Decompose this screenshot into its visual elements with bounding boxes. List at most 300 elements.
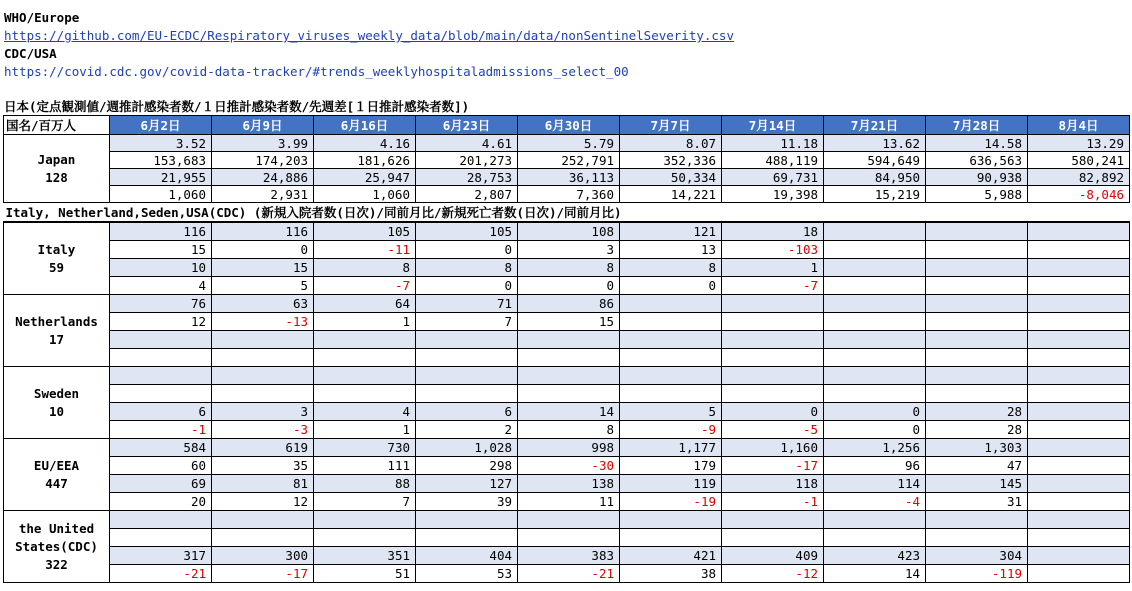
value-cell: -19 bbox=[620, 493, 722, 511]
value-cell bbox=[110, 367, 212, 385]
value-cell: 36,113 bbox=[518, 169, 620, 186]
value-cell: 15 bbox=[110, 241, 212, 259]
others-section-title: Italy, Netherland,Seden,USA(CDC) (新規入院者数(日次)/同前月比/新規死亡者数(日次)/同前月比) bbox=[4, 203, 1130, 223]
value-cell bbox=[722, 367, 824, 385]
table-row bbox=[4, 385, 1130, 403]
value-cell: 90,938 bbox=[926, 169, 1028, 186]
value-cell bbox=[1028, 241, 1130, 259]
value-cell: -17 bbox=[722, 457, 824, 475]
value-cell: 145 bbox=[926, 475, 1028, 493]
value-cell bbox=[110, 529, 212, 547]
value-cell: 0 bbox=[722, 403, 824, 421]
country-cell bbox=[4, 367, 110, 439]
value-cell: 14,221 bbox=[620, 186, 722, 203]
value-cell bbox=[416, 367, 518, 385]
value-cell bbox=[314, 349, 416, 367]
value-cell: 5 bbox=[212, 277, 314, 295]
table-row bbox=[4, 439, 1130, 457]
country-population: 128 bbox=[45, 169, 68, 185]
value-cell: 18 bbox=[722, 222, 824, 241]
country-population: 447 bbox=[45, 475, 68, 491]
value-cell bbox=[824, 331, 926, 349]
value-cell bbox=[620, 313, 722, 331]
country-name: Italy bbox=[37, 241, 76, 257]
value-cell bbox=[926, 313, 1028, 331]
value-cell: 5 bbox=[620, 403, 722, 421]
table-row bbox=[4, 295, 1130, 313]
value-cell: 2 bbox=[416, 421, 518, 439]
cdc-usa-label: CDC/USA bbox=[4, 46, 57, 61]
value-cell bbox=[518, 529, 620, 547]
value-cell bbox=[1028, 349, 1130, 367]
value-cell: 19,398 bbox=[722, 186, 824, 203]
date-header: 7月7日 bbox=[620, 116, 722, 135]
table-row bbox=[4, 222, 1130, 241]
value-cell: -3 bbox=[212, 421, 314, 439]
value-cell: -21 bbox=[518, 565, 620, 583]
value-cell: -30 bbox=[518, 457, 620, 475]
date-header: 6月9日 bbox=[212, 116, 314, 135]
value-cell bbox=[824, 259, 926, 277]
value-cell bbox=[212, 385, 314, 403]
value-cell: 351 bbox=[314, 547, 416, 565]
value-cell bbox=[314, 511, 416, 529]
value-cell bbox=[926, 349, 1028, 367]
value-cell: 317 bbox=[110, 547, 212, 565]
value-cell bbox=[926, 367, 1028, 385]
value-cell: 13.62 bbox=[824, 135, 926, 152]
value-cell bbox=[518, 385, 620, 403]
value-cell: 300 bbox=[212, 547, 314, 565]
value-cell: 81 bbox=[212, 475, 314, 493]
value-cell: 383 bbox=[518, 547, 620, 565]
value-cell: 3.52 bbox=[110, 135, 212, 152]
value-cell: 14 bbox=[518, 403, 620, 421]
value-cell bbox=[824, 277, 926, 295]
value-cell: 105 bbox=[416, 222, 518, 241]
value-cell: 105 bbox=[314, 222, 416, 241]
value-cell: 3 bbox=[518, 241, 620, 259]
value-cell: 1,028 bbox=[416, 439, 518, 457]
value-cell: 594,649 bbox=[824, 152, 926, 169]
table-row bbox=[4, 457, 1130, 475]
value-cell: 11 bbox=[518, 493, 620, 511]
table-row bbox=[4, 403, 1130, 421]
value-cell: 619 bbox=[212, 439, 314, 457]
value-cell: 28 bbox=[926, 403, 1028, 421]
date-header: 7月21日 bbox=[824, 116, 926, 135]
table-row bbox=[4, 529, 1130, 547]
value-cell bbox=[1028, 565, 1130, 583]
value-cell: 7 bbox=[416, 313, 518, 331]
table-row bbox=[4, 169, 1130, 186]
value-cell: 8 bbox=[518, 259, 620, 277]
table-row bbox=[4, 547, 1130, 565]
value-cell: 1 bbox=[314, 313, 416, 331]
country-population-header: 国名/百万人 bbox=[4, 116, 110, 135]
value-cell: 7 bbox=[314, 493, 416, 511]
value-cell: 108 bbox=[518, 222, 620, 241]
value-cell: 20 bbox=[110, 493, 212, 511]
country-name: EU/EEA bbox=[33, 457, 80, 473]
value-cell: 47 bbox=[926, 457, 1028, 475]
table-row bbox=[4, 367, 1130, 385]
value-cell: 82,892 bbox=[1028, 169, 1130, 186]
value-cell: 421 bbox=[620, 547, 722, 565]
value-cell: -7 bbox=[722, 277, 824, 295]
value-cell: 38 bbox=[620, 565, 722, 583]
value-cell: 1,060 bbox=[110, 186, 212, 203]
value-cell bbox=[1028, 222, 1130, 241]
value-cell: 8 bbox=[314, 259, 416, 277]
date-header: 7月28日 bbox=[926, 116, 1028, 135]
value-cell bbox=[518, 511, 620, 529]
value-cell bbox=[824, 313, 926, 331]
table-row bbox=[4, 135, 1130, 152]
who-europe-label: WHO/Europe bbox=[4, 10, 80, 25]
value-cell: 15,219 bbox=[824, 186, 926, 203]
value-cell bbox=[212, 349, 314, 367]
value-cell bbox=[620, 385, 722, 403]
value-cell bbox=[416, 529, 518, 547]
value-cell: 298 bbox=[416, 457, 518, 475]
value-cell bbox=[824, 529, 926, 547]
value-cell: 179 bbox=[620, 457, 722, 475]
value-cell: 111 bbox=[314, 457, 416, 475]
value-cell: 7,360 bbox=[518, 186, 620, 203]
value-cell: -119 bbox=[926, 565, 1028, 583]
value-cell bbox=[620, 349, 722, 367]
value-cell: 304 bbox=[926, 547, 1028, 565]
value-cell bbox=[824, 222, 926, 241]
value-cell: 2,807 bbox=[416, 186, 518, 203]
country-name: Netherlands bbox=[15, 313, 98, 329]
table-row bbox=[4, 331, 1130, 349]
date-header: 7月14日 bbox=[722, 116, 824, 135]
value-cell bbox=[620, 295, 722, 313]
value-cell: 21,955 bbox=[110, 169, 212, 186]
table-row bbox=[4, 186, 1130, 203]
value-cell: 116 bbox=[110, 222, 212, 241]
value-cell: 580,241 bbox=[1028, 152, 1130, 169]
value-cell bbox=[416, 331, 518, 349]
value-cell bbox=[926, 385, 1028, 403]
country-name: Japan bbox=[37, 151, 76, 167]
value-cell bbox=[824, 349, 926, 367]
value-cell: 584 bbox=[110, 439, 212, 457]
value-cell bbox=[926, 259, 1028, 277]
value-cell: 12 bbox=[212, 493, 314, 511]
value-cell bbox=[110, 331, 212, 349]
value-cell: 636,563 bbox=[926, 152, 1028, 169]
value-cell: 423 bbox=[824, 547, 926, 565]
value-cell: 8.07 bbox=[620, 135, 722, 152]
value-cell bbox=[1028, 313, 1130, 331]
value-cell: 6 bbox=[110, 403, 212, 421]
value-cell: 1,256 bbox=[824, 439, 926, 457]
value-cell: 6 bbox=[416, 403, 518, 421]
others-section-row bbox=[4, 203, 1130, 223]
value-cell bbox=[620, 367, 722, 385]
value-cell bbox=[926, 295, 1028, 313]
value-cell: 119 bbox=[620, 475, 722, 493]
value-cell bbox=[1028, 367, 1130, 385]
date-header: 6月30日 bbox=[518, 116, 620, 135]
country-cell bbox=[4, 295, 110, 367]
value-cell: 0 bbox=[824, 403, 926, 421]
value-cell bbox=[1028, 421, 1130, 439]
value-cell: 121 bbox=[620, 222, 722, 241]
value-cell: 8 bbox=[416, 259, 518, 277]
value-cell: 69,731 bbox=[722, 169, 824, 186]
value-cell bbox=[1028, 493, 1130, 511]
value-cell: 14.58 bbox=[926, 135, 1028, 152]
value-cell: -103 bbox=[722, 241, 824, 259]
value-cell: 15 bbox=[212, 259, 314, 277]
value-cell bbox=[1028, 331, 1130, 349]
value-cell bbox=[722, 511, 824, 529]
value-cell: 13.29 bbox=[1028, 135, 1130, 152]
country-cell bbox=[4, 439, 110, 511]
value-cell: 8 bbox=[518, 421, 620, 439]
value-cell bbox=[416, 511, 518, 529]
table-row bbox=[4, 421, 1130, 439]
value-cell: 153,683 bbox=[110, 152, 212, 169]
country-cell bbox=[4, 135, 110, 203]
value-cell bbox=[518, 331, 620, 349]
table-row bbox=[4, 511, 1130, 529]
value-cell bbox=[212, 331, 314, 349]
value-cell bbox=[1028, 457, 1130, 475]
value-cell: 84,950 bbox=[824, 169, 926, 186]
value-cell bbox=[620, 331, 722, 349]
value-cell: 118 bbox=[722, 475, 824, 493]
table-row bbox=[4, 349, 1130, 367]
value-cell bbox=[314, 367, 416, 385]
value-cell: 3 bbox=[212, 403, 314, 421]
value-cell bbox=[926, 241, 1028, 259]
value-cell: -11 bbox=[314, 241, 416, 259]
value-cell bbox=[212, 367, 314, 385]
value-cell: 409 bbox=[722, 547, 824, 565]
value-cell bbox=[620, 511, 722, 529]
value-cell bbox=[926, 277, 1028, 295]
value-cell: 14 bbox=[824, 565, 926, 583]
value-cell: -8,046 bbox=[1028, 186, 1130, 203]
value-cell bbox=[926, 529, 1028, 547]
value-cell: 488,119 bbox=[722, 152, 824, 169]
table-row bbox=[4, 259, 1130, 277]
value-cell: 252,791 bbox=[518, 152, 620, 169]
value-cell: 4.61 bbox=[416, 135, 518, 152]
value-cell: 88 bbox=[314, 475, 416, 493]
value-cell: 1 bbox=[722, 259, 824, 277]
table-row bbox=[4, 565, 1130, 583]
value-cell: 15 bbox=[518, 313, 620, 331]
value-cell: 3.99 bbox=[212, 135, 314, 152]
value-cell: -7 bbox=[314, 277, 416, 295]
value-cell: 4 bbox=[314, 403, 416, 421]
value-cell bbox=[722, 349, 824, 367]
value-cell bbox=[1028, 403, 1130, 421]
value-cell: -12 bbox=[722, 565, 824, 583]
country-name: the United States(CDC) bbox=[15, 520, 98, 554]
value-cell: 35 bbox=[212, 457, 314, 475]
value-cell bbox=[722, 295, 824, 313]
value-cell: 13 bbox=[620, 241, 722, 259]
data-table bbox=[3, 115, 1130, 583]
country-population: 17 bbox=[48, 331, 65, 347]
who-europe-link[interactable]: https://github.com/EU-ECDC/Respiratory_viruses_weekly_data/blob/main/data/nonSentinelSeverity.csv bbox=[4, 28, 734, 43]
country-name: Sweden bbox=[33, 385, 80, 401]
value-cell: 1,060 bbox=[314, 186, 416, 203]
value-cell: 0 bbox=[416, 241, 518, 259]
value-cell bbox=[926, 511, 1028, 529]
value-cell: 39 bbox=[416, 493, 518, 511]
value-cell bbox=[1028, 259, 1130, 277]
value-cell: 4.16 bbox=[314, 135, 416, 152]
value-cell: 51 bbox=[314, 565, 416, 583]
value-cell bbox=[518, 367, 620, 385]
value-cell: -1 bbox=[722, 493, 824, 511]
value-cell bbox=[212, 529, 314, 547]
date-header-row bbox=[4, 116, 1130, 135]
country-population: 59 bbox=[48, 259, 65, 275]
table-row bbox=[4, 313, 1130, 331]
value-cell: 60 bbox=[110, 457, 212, 475]
table-row bbox=[4, 475, 1130, 493]
value-cell bbox=[722, 529, 824, 547]
value-cell: 2,931 bbox=[212, 186, 314, 203]
value-cell bbox=[314, 331, 416, 349]
value-cell bbox=[926, 222, 1028, 241]
value-cell: 404 bbox=[416, 547, 518, 565]
value-cell bbox=[1028, 475, 1130, 493]
value-cell: 114 bbox=[824, 475, 926, 493]
value-cell: 0 bbox=[824, 421, 926, 439]
value-cell: 31 bbox=[926, 493, 1028, 511]
value-cell: -17 bbox=[212, 565, 314, 583]
value-cell: 8 bbox=[620, 259, 722, 277]
value-cell: 1,177 bbox=[620, 439, 722, 457]
value-cell: 11.18 bbox=[722, 135, 824, 152]
value-cell bbox=[416, 385, 518, 403]
value-cell: 998 bbox=[518, 439, 620, 457]
value-cell: 28 bbox=[926, 421, 1028, 439]
value-cell: 28,753 bbox=[416, 169, 518, 186]
value-cell: 24,886 bbox=[212, 169, 314, 186]
value-cell: 50,334 bbox=[620, 169, 722, 186]
value-cell bbox=[212, 511, 314, 529]
table-row bbox=[4, 493, 1130, 511]
date-header: 8月4日 bbox=[1028, 116, 1130, 135]
value-cell bbox=[824, 385, 926, 403]
table-row bbox=[4, 241, 1130, 259]
cdc-usa-link[interactable]: https://covid.cdc.gov/covid-data-tracker/#trends_weeklyhospitaladmissions_select_00 bbox=[4, 64, 629, 79]
value-cell: 730 bbox=[314, 439, 416, 457]
value-cell: 53 bbox=[416, 565, 518, 583]
value-cell: 1,303 bbox=[926, 439, 1028, 457]
value-cell: 5,988 bbox=[926, 186, 1028, 203]
value-cell: 0 bbox=[518, 277, 620, 295]
value-cell bbox=[110, 385, 212, 403]
country-cell bbox=[4, 511, 110, 583]
value-cell bbox=[722, 385, 824, 403]
value-cell: 86 bbox=[518, 295, 620, 313]
value-cell: 76 bbox=[110, 295, 212, 313]
value-cell bbox=[110, 511, 212, 529]
value-cell: 25,947 bbox=[314, 169, 416, 186]
value-cell: 71 bbox=[416, 295, 518, 313]
country-population: 10 bbox=[48, 403, 65, 419]
value-cell: 64 bbox=[314, 295, 416, 313]
value-cell bbox=[926, 331, 1028, 349]
value-cell: 1 bbox=[314, 421, 416, 439]
table-row bbox=[4, 152, 1130, 169]
value-cell bbox=[1028, 295, 1130, 313]
value-cell bbox=[824, 367, 926, 385]
value-cell: -1 bbox=[110, 421, 212, 439]
table-row bbox=[4, 277, 1130, 295]
value-cell: -9 bbox=[620, 421, 722, 439]
value-cell bbox=[1028, 529, 1130, 547]
value-cell bbox=[110, 349, 212, 367]
value-cell: -13 bbox=[212, 313, 314, 331]
value-cell: 1,160 bbox=[722, 439, 824, 457]
value-cell: 63 bbox=[212, 295, 314, 313]
date-header: 6月23日 bbox=[416, 116, 518, 135]
value-cell: 0 bbox=[416, 277, 518, 295]
value-cell: 96 bbox=[824, 457, 926, 475]
country-population: 322 bbox=[45, 556, 68, 572]
date-header: 6月16日 bbox=[314, 116, 416, 135]
value-cell: 5.79 bbox=[518, 135, 620, 152]
value-cell: 181,626 bbox=[314, 152, 416, 169]
value-cell bbox=[824, 241, 926, 259]
value-cell: 0 bbox=[212, 241, 314, 259]
value-cell: 174,203 bbox=[212, 152, 314, 169]
value-cell bbox=[824, 511, 926, 529]
value-cell bbox=[314, 385, 416, 403]
value-cell: 127 bbox=[416, 475, 518, 493]
value-cell bbox=[620, 529, 722, 547]
value-cell bbox=[1028, 439, 1130, 457]
value-cell bbox=[518, 349, 620, 367]
value-cell bbox=[416, 349, 518, 367]
value-cell: 138 bbox=[518, 475, 620, 493]
value-cell: 10 bbox=[110, 259, 212, 277]
value-cell: 116 bbox=[212, 222, 314, 241]
value-cell bbox=[1028, 277, 1130, 295]
date-header: 6月2日 bbox=[110, 116, 212, 135]
value-cell bbox=[824, 295, 926, 313]
value-cell: 69 bbox=[110, 475, 212, 493]
country-cell bbox=[4, 222, 110, 295]
value-cell bbox=[722, 313, 824, 331]
japan-section-title: 日本(定点観測値/週推計感染者数/１日推計感染者数/先週差[１日推計感染者数]) bbox=[4, 97, 471, 117]
value-cell: -21 bbox=[110, 565, 212, 583]
value-cell bbox=[1028, 511, 1130, 529]
value-cell: 12 bbox=[110, 313, 212, 331]
value-cell: -5 bbox=[722, 421, 824, 439]
value-cell: 201,273 bbox=[416, 152, 518, 169]
value-cell: 0 bbox=[620, 277, 722, 295]
value-cell bbox=[1028, 385, 1130, 403]
value-cell bbox=[1028, 547, 1130, 565]
value-cell bbox=[314, 529, 416, 547]
value-cell: -4 bbox=[824, 493, 926, 511]
value-cell bbox=[722, 331, 824, 349]
